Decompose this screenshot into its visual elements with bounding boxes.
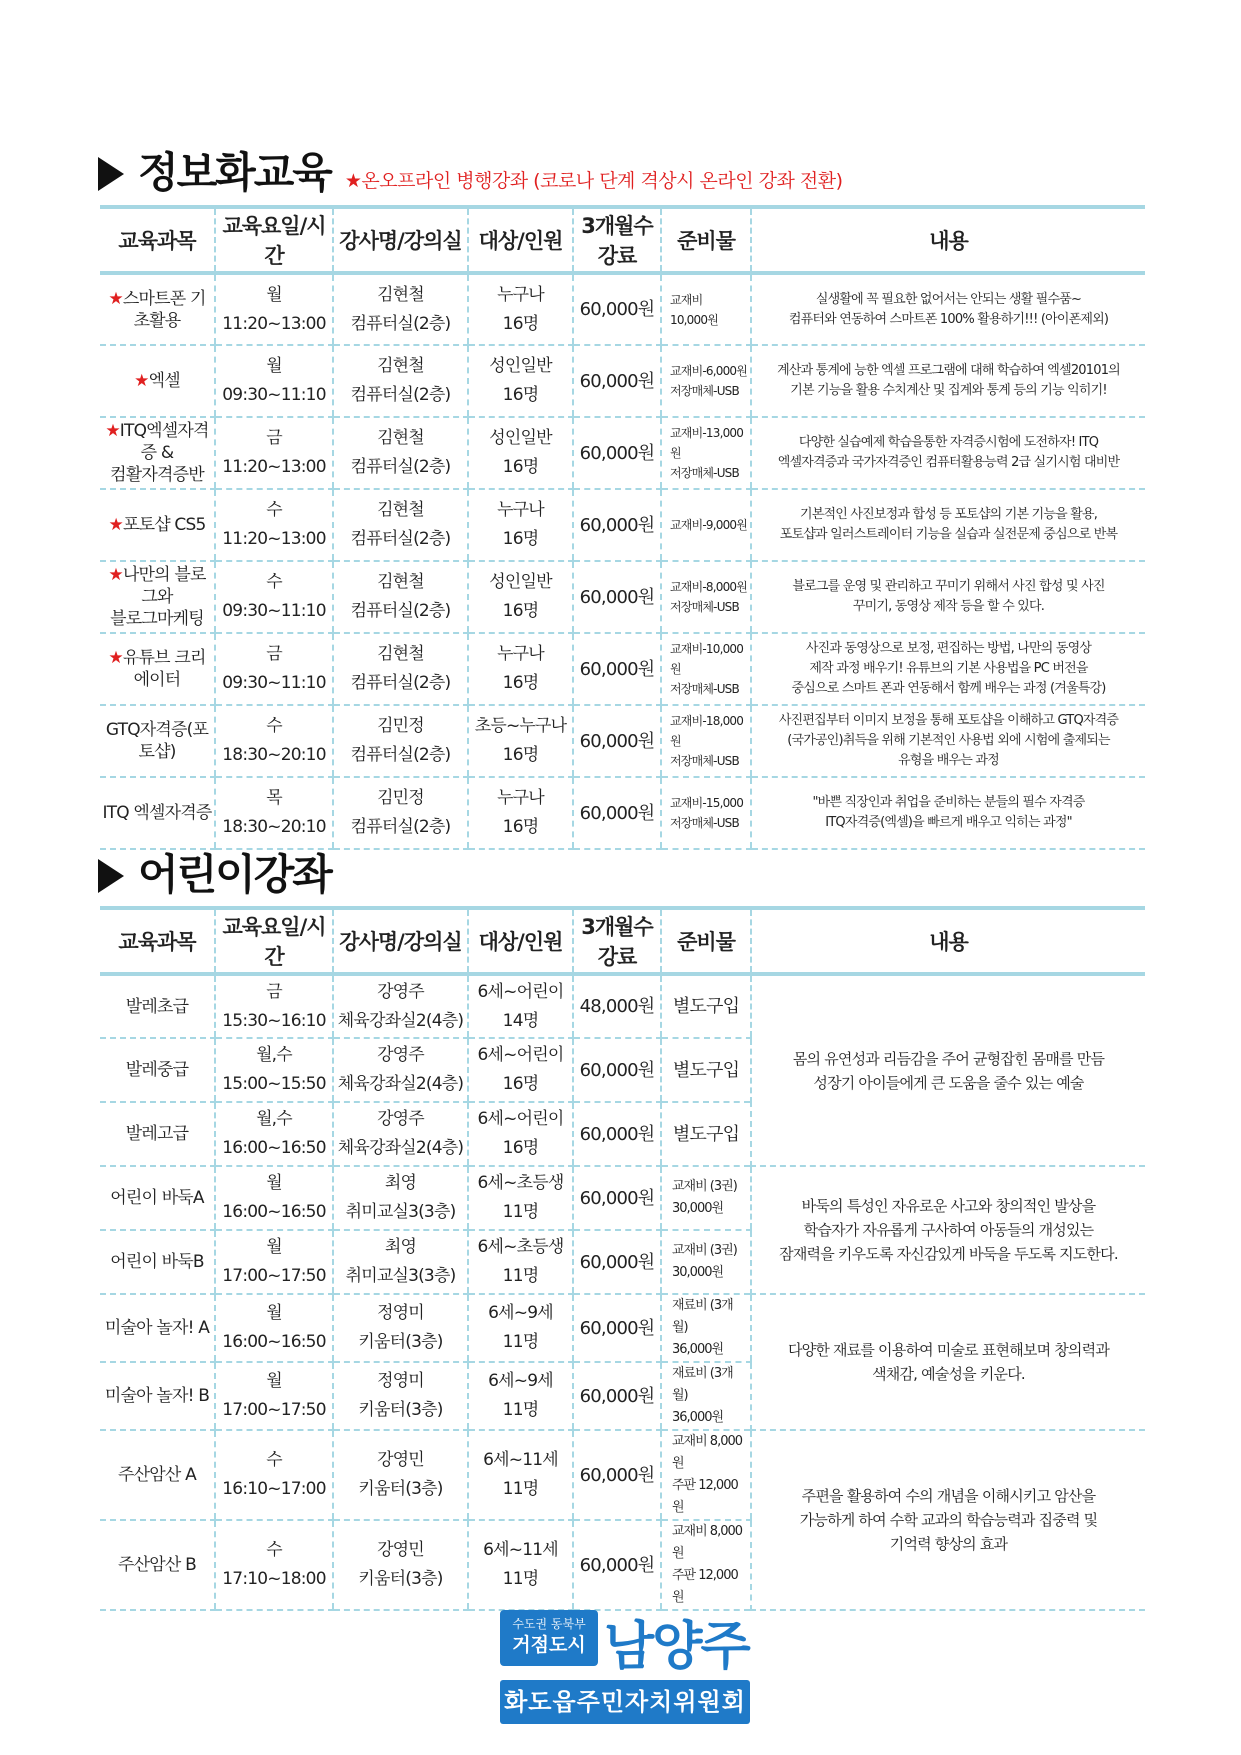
teacher-text: 최영 [384, 1237, 417, 1257]
fee: 60,000원 [573, 1362, 661, 1430]
fee: 60,000원 [573, 1430, 661, 1520]
logo-badge [500, 1610, 598, 1666]
fee: 60,000원 [573, 705, 661, 777]
course-label: ITQ엑셀자격증 & 컴활자격증반 [110, 421, 209, 485]
target-text: 6세~어린이 [477, 1045, 564, 1065]
table-row [100, 633, 1145, 705]
column-header: 교육요일/시간 [215, 908, 333, 974]
star-icon: ★ [108, 288, 123, 309]
time-text: 11:20~13:00 [222, 529, 326, 549]
teacher-room [333, 489, 468, 561]
materials: 교재비-13,000원 저장매체-USB [661, 417, 751, 489]
schedule [215, 273, 333, 345]
day-text: 월,수 [256, 1109, 292, 1129]
description: 사진과 동영상으로 보정, 편집하는 방법, 나만의 동영상 제작 과정 배우기! 유튜브의 기본 사용법을 PC 버전을 중심으로 스마트 폰과 연동해서 함께 배우는 과정 (겨울특강) [751, 633, 1145, 705]
teacher-text: 강영민 [377, 1540, 424, 1560]
target-text: 성인일반 [489, 428, 552, 448]
column-header: 교육요일/시간 [215, 207, 333, 273]
course-name: 발레중급 [100, 1038, 215, 1102]
teacher-room [333, 974, 468, 1038]
target-text: 6세~9세 [488, 1371, 553, 1391]
column-header: 준비물 [661, 207, 751, 273]
teacher-room [333, 561, 468, 633]
teacher-text: 김현철 [377, 428, 424, 448]
it-course-table [100, 205, 1145, 850]
description: 몸의 유연성과 리듬감을 주어 균형잡힌 몸매를 만듬 성장기 아이들에게 큰 도움을 줄수 있는 예술 [751, 974, 1145, 1166]
target-text: 성인일반 [489, 356, 552, 376]
section-title-it [98, 140, 843, 200]
course-name: 어린이 바둑A [100, 1166, 215, 1230]
teacher-text: 김현철 [377, 572, 424, 592]
course-label: ITQ 엑셀자격증 [102, 803, 212, 823]
column-header: 강사명/강의실 [333, 908, 468, 974]
materials: 교재비-6,000원 저장매체-USB [661, 345, 751, 417]
room-text: 컴퓨터실(2층) [350, 529, 451, 549]
materials: 교재비 (3권) 30,000원 [661, 1166, 751, 1230]
schedule [215, 974, 333, 1038]
fee: 60,000원 [573, 273, 661, 345]
room-text: 컴퓨터실(2층) [350, 745, 451, 765]
fee: 60,000원 [573, 1038, 661, 1102]
target-text: 6세~초등생 [477, 1173, 564, 1193]
materials: 별도구입 [661, 1038, 751, 1102]
teacher-room [333, 417, 468, 489]
count-text: 14명 [502, 1010, 539, 1031]
room-text: 키움터(3층) [358, 1332, 443, 1352]
count-text: 16명 [502, 313, 539, 334]
fee: 60,000원 [573, 417, 661, 489]
target-text: 성인일반 [489, 572, 552, 592]
fee: 60,000원 [573, 1294, 661, 1362]
course-name: 주산암산 B [100, 1520, 215, 1610]
course-name: 주산암산 A [100, 1430, 215, 1520]
count-text: 16명 [502, 457, 539, 477]
materials: 교재비 10,000원 [661, 273, 751, 345]
column-header: 교육과목 [100, 908, 215, 974]
description: 실생활에 꼭 필요한 없어서는 안되는 생활 필수품~ 컴퓨터와 연동하여 스마트폰 100% 활용하기!!! (아이폰제외) [751, 273, 1145, 345]
target-count [468, 1230, 573, 1294]
teacher-text: 강영민 [377, 1450, 424, 1470]
section-note: ★온오프라인 병행강좌 (코로나 단계 격상시 온라인 강좌 전환) [344, 170, 843, 192]
table-row [100, 705, 1145, 777]
room-text: 컴퓨터실(2층) [350, 313, 451, 334]
course-name [100, 345, 215, 417]
column-header: 대상/인원 [468, 207, 573, 273]
count-text: 16명 [502, 529, 539, 549]
target-count [468, 273, 573, 345]
room-text: 컴퓨터실(2층) [350, 601, 451, 621]
target-count [468, 489, 573, 561]
fee: 48,000원 [573, 974, 661, 1038]
target-count [468, 1166, 573, 1230]
description: 다양한 실습예제 학습을통한 자격증시험에 도전하자! ITQ 엑셀자격증과 국가자격증인 컴퓨터활용능력 2급 실기시험 대비반 [751, 417, 1145, 489]
count-text: 11명 [502, 1202, 539, 1222]
day-text: 금 [266, 428, 282, 448]
day-text: 월 [266, 1237, 282, 1257]
teacher-room [333, 1166, 468, 1230]
description: 다양한 재료를 이용하여 미술로 표현해보며 창의력과 색채감, 예술성을 키운다. [751, 1294, 1145, 1430]
course-name [100, 561, 215, 633]
table-row [100, 1166, 1145, 1230]
logo-org: 화도읍주민자치위원회 [500, 1680, 750, 1724]
schedule [215, 1294, 333, 1362]
time-text: 09:30~11:10 [222, 601, 326, 621]
teacher-text: 김현철 [377, 500, 424, 520]
course-name [100, 489, 215, 561]
schedule [215, 489, 333, 561]
day-text: 수 [266, 716, 282, 736]
teacher-text: 강영주 [377, 1045, 424, 1065]
time-text: 11:20~13:00 [222, 313, 326, 334]
fee: 60,000원 [573, 1166, 661, 1230]
teacher-room [333, 273, 468, 345]
time-text: 09:30~11:10 [222, 385, 326, 405]
target-count [468, 1038, 573, 1102]
column-header: 교육과목 [100, 207, 215, 273]
teacher-text: 정영미 [377, 1303, 424, 1323]
day-text: 월 [266, 1303, 282, 1323]
course-name: 미술아 놀자! A [100, 1294, 215, 1362]
star-icon: ★ [108, 648, 123, 668]
count-text: 16명 [502, 1074, 539, 1094]
section-heading: 정보화교육 [138, 148, 331, 197]
logo-line1: 수도권 동북부 [512, 1617, 586, 1631]
course-name [100, 417, 215, 489]
count-text: 16명 [502, 1138, 539, 1158]
schedule [215, 345, 333, 417]
teacher-room [333, 1294, 468, 1362]
teacher-text: 김민정 [377, 788, 424, 808]
schedule [215, 777, 333, 849]
room-text: 취미교실3(3층) [345, 1202, 456, 1222]
day-text: 수 [266, 572, 282, 592]
course-name: 발레초급 [100, 974, 215, 1038]
column-header: 내용 [751, 207, 1145, 273]
count-text: 11명 [502, 1332, 539, 1352]
time-text: 17:00~17:50 [222, 1266, 326, 1286]
count-text: 16명 [502, 745, 539, 765]
room-text: 키움터(3층) [358, 1400, 443, 1420]
teacher-text: 김현철 [377, 284, 424, 305]
time-text: 17:00~17:50 [222, 1400, 326, 1420]
time-text: 16:00~16:50 [222, 1202, 326, 1222]
teacher-text: 김민정 [377, 716, 424, 736]
target-count [468, 1520, 573, 1610]
table-row [100, 273, 1145, 345]
course-label: 유튜브 크리에이터 [122, 648, 206, 690]
kids-course-table [100, 906, 1145, 1611]
course-label: 포토샵 CS5 [122, 515, 206, 535]
play-arrow-icon [98, 859, 124, 893]
target-count [468, 974, 573, 1038]
materials: 재료비 (3개월) 36,000원 [661, 1362, 751, 1430]
fee: 60,000원 [573, 1102, 661, 1166]
target-text: 6세~11세 [483, 1540, 558, 1560]
teacher-room [333, 345, 468, 417]
day-text: 수 [266, 1540, 282, 1560]
target-count [468, 633, 573, 705]
schedule [215, 417, 333, 489]
room-text: 체육강좌실2(4층) [337, 1138, 464, 1158]
materials: 재료비 (3개월) 36,000원 [661, 1294, 751, 1362]
course-name: 어린이 바둑B [100, 1230, 215, 1294]
description: 계산과 통계에 능한 엑셀 프로그램에 대해 학습하여 엑셀20101의 기본 기능을 활용 수치계산 및 집계와 통계 등의 기능 익히기! [751, 345, 1145, 417]
day-text: 월,수 [256, 1045, 292, 1065]
description: 기본적인 사진보정과 합성 등 포토샵의 기본 기능을 활용, 포토샵과 일러스트레이터 기능을 실습과 실전문제 중심으로 반복 [751, 489, 1145, 561]
star-icon: ★ [134, 371, 149, 391]
materials: 교재비 8,000원 주판 12,000원 [661, 1430, 751, 1520]
target-count [468, 417, 573, 489]
schedule [215, 561, 333, 633]
count-text: 11명 [502, 1266, 539, 1286]
target-text: 누구나 [497, 284, 544, 305]
course-label: 스마트폰 기초활용 [122, 288, 206, 331]
star-icon: ★ [108, 515, 123, 535]
schedule [215, 1102, 333, 1166]
day-text: 월 [266, 1173, 282, 1193]
section-heading: 어린이강좌 [138, 850, 331, 899]
description: 바둑의 특성인 자유로운 사고와 창의적인 발상을 학습자가 자유롭게 구사하여 아동들의 개성있는 잠재력을 키우도록 자신감있게 바둑을 두도록 지도한다. [751, 1166, 1145, 1294]
teacher-room [333, 705, 468, 777]
table-row [100, 561, 1145, 633]
star-icon: ★ [105, 421, 120, 441]
target-text: 누구나 [497, 500, 544, 520]
target-text: 6세~9세 [488, 1303, 553, 1323]
schedule [215, 1520, 333, 1610]
target-count [468, 345, 573, 417]
schedule [215, 1430, 333, 1520]
room-text: 체육강좌실2(4층) [337, 1010, 464, 1031]
fee: 60,000원 [573, 1520, 661, 1610]
teacher-room [333, 1038, 468, 1102]
time-text: 16:10~17:00 [222, 1479, 326, 1499]
day-text: 수 [266, 1450, 282, 1470]
fee: 60,000원 [573, 1230, 661, 1294]
column-header: 내용 [751, 908, 1145, 974]
fee: 60,000원 [573, 561, 661, 633]
course-name [100, 273, 215, 345]
course-name [100, 705, 215, 777]
time-text: 18:30~20:10 [222, 745, 326, 765]
target-text: 6세~어린이 [477, 1109, 564, 1129]
course-name: 미술아 놀자! B [100, 1362, 215, 1430]
description: "바쁜 직장인과 취업을 준비하는 분들의 필수 자격증 ITQ자격증(엑셀)을 빠르게 배우고 익히는 과정" [751, 777, 1145, 849]
logo-city: 남양주 [604, 1617, 749, 1677]
target-count [468, 1102, 573, 1166]
materials: 교재비-10,000원 저장매체-USB [661, 633, 751, 705]
room-text: 컴퓨터실(2층) [350, 817, 451, 837]
teacher-text: 정영미 [377, 1371, 424, 1391]
fee: 60,000원 [573, 345, 661, 417]
target-count [468, 777, 573, 849]
day-text: 월 [266, 1371, 282, 1391]
logo-line2: 거점도시 [512, 1634, 586, 1656]
description: 사진편집부터 이미지 보정을 통해 포토샵을 이해하고 GTQ자격증 (국가공인)취득을 위해 기본적인 사용법 외에 시험에 출제되는 유형을 배우는 과정 [751, 705, 1145, 777]
course-name [100, 633, 215, 705]
materials: 별도구입 [661, 974, 751, 1038]
schedule [215, 1362, 333, 1430]
teacher-room [333, 1230, 468, 1294]
day-text: 금 [266, 644, 282, 664]
teacher-room [333, 1430, 468, 1520]
target-text: 6세~초등생 [477, 1237, 564, 1257]
room-text: 취미교실3(3층) [345, 1266, 456, 1286]
materials: 교재비 8,000원 주판 12,000원 [661, 1520, 751, 1610]
time-text: 18:30~20:10 [222, 817, 326, 837]
teacher-text: 강영주 [377, 1109, 424, 1129]
course-label: 엑셀 [148, 371, 180, 391]
day-text: 수 [266, 500, 282, 520]
table-row [100, 974, 1145, 1038]
table-row [100, 777, 1145, 849]
column-header: 3개월수강료 [573, 207, 661, 273]
time-text: 09:30~11:10 [222, 673, 326, 693]
teacher-room [333, 633, 468, 705]
materials: 별도구입 [661, 1102, 751, 1166]
schedule [215, 1166, 333, 1230]
time-text: 16:00~16:50 [222, 1332, 326, 1352]
table-row [100, 417, 1145, 489]
column-header: 강사명/강의실 [333, 207, 468, 273]
teacher-room [333, 1102, 468, 1166]
schedule [215, 633, 333, 705]
column-header: 대상/인원 [468, 908, 573, 974]
section-title-kids [98, 842, 331, 902]
room-text: 체육강좌실2(4층) [337, 1074, 464, 1094]
time-text: 11:20~13:00 [222, 457, 326, 477]
count-text: 16명 [502, 817, 539, 837]
target-count [468, 705, 573, 777]
column-header: 준비물 [661, 908, 751, 974]
count-text: 16명 [502, 673, 539, 693]
target-text: 초등~누구나 [474, 716, 567, 736]
schedule [215, 1038, 333, 1102]
table-row [100, 1294, 1145, 1362]
count-text: 16명 [502, 385, 539, 405]
time-text: 17:10~18:00 [222, 1569, 326, 1589]
count-text: 16명 [502, 601, 539, 621]
course-label: 나만의 블로그와 블로그마케팅 [110, 565, 206, 629]
teacher-text: 김현철 [377, 644, 424, 664]
course-label: GTQ자격증(포토샵) [105, 720, 209, 762]
time-text: 16:00~16:50 [222, 1138, 326, 1158]
day-text: 월 [266, 356, 282, 376]
day-text: 목 [266, 788, 282, 808]
materials: 교재비-9,000원 [661, 489, 751, 561]
table-row [100, 1430, 1145, 1520]
teacher-room [333, 1362, 468, 1430]
count-text: 11명 [502, 1479, 539, 1499]
table-row [100, 489, 1145, 561]
fee: 60,000원 [573, 489, 661, 561]
materials: 교재비-18,000원 저장매체-USB [661, 705, 751, 777]
room-text: 컴퓨터실(2층) [350, 457, 451, 477]
description: 주편을 활용하여 수의 개념을 이해시키고 암산을 가능하게 하여 수학 교과의 학습능력과 집중력 및 기억력 향상의 효과 [751, 1430, 1145, 1610]
room-text: 키움터(3층) [358, 1569, 443, 1589]
star-icon: ★ [108, 565, 123, 585]
schedule [215, 705, 333, 777]
table-row [100, 345, 1145, 417]
materials: 교재비 (3권) 30,000원 [661, 1230, 751, 1294]
column-header: 3개월수강료 [573, 908, 661, 974]
teacher-room [333, 1520, 468, 1610]
teacher-text: 강영주 [377, 981, 424, 1002]
fee: 60,000원 [573, 633, 661, 705]
teacher-text: 최영 [384, 1173, 417, 1193]
namyangju-logo [500, 1610, 750, 1740]
room-text: 키움터(3층) [358, 1479, 443, 1499]
course-name [100, 777, 215, 849]
materials: 교재비-8,000원 저장매체-USB [661, 561, 751, 633]
target-count [468, 1362, 573, 1430]
materials: 교재비-15,000 저장매체-USB [661, 777, 751, 849]
count-text: 11명 [502, 1569, 539, 1589]
description: 블로그를 운영 및 관리하고 꾸미기 위해서 사진 합성 및 사진 꾸미기, 동영상 제작 등을 할 수 있다. [751, 561, 1145, 633]
day-text: 월 [266, 284, 282, 305]
target-text: 누구나 [497, 644, 544, 664]
target-count [468, 1294, 573, 1362]
teacher-room [333, 777, 468, 849]
schedule [215, 1230, 333, 1294]
room-text: 컴퓨터실(2층) [350, 673, 451, 693]
target-text: 누구나 [497, 788, 544, 808]
room-text: 컴퓨터실(2층) [350, 385, 451, 405]
play-arrow-icon [98, 157, 124, 191]
day-text: 금 [266, 981, 282, 1002]
target-count [468, 1430, 573, 1520]
time-text: 15:00~15:50 [222, 1074, 326, 1094]
course-name: 발레고급 [100, 1102, 215, 1166]
target-text: 6세~어린이 [477, 981, 564, 1002]
target-text: 6세~11세 [483, 1450, 558, 1470]
count-text: 11명 [502, 1400, 539, 1420]
time-text: 15:30~16:10 [222, 1010, 326, 1031]
target-count [468, 561, 573, 633]
teacher-text: 김현철 [377, 356, 424, 376]
fee: 60,000원 [573, 777, 661, 849]
